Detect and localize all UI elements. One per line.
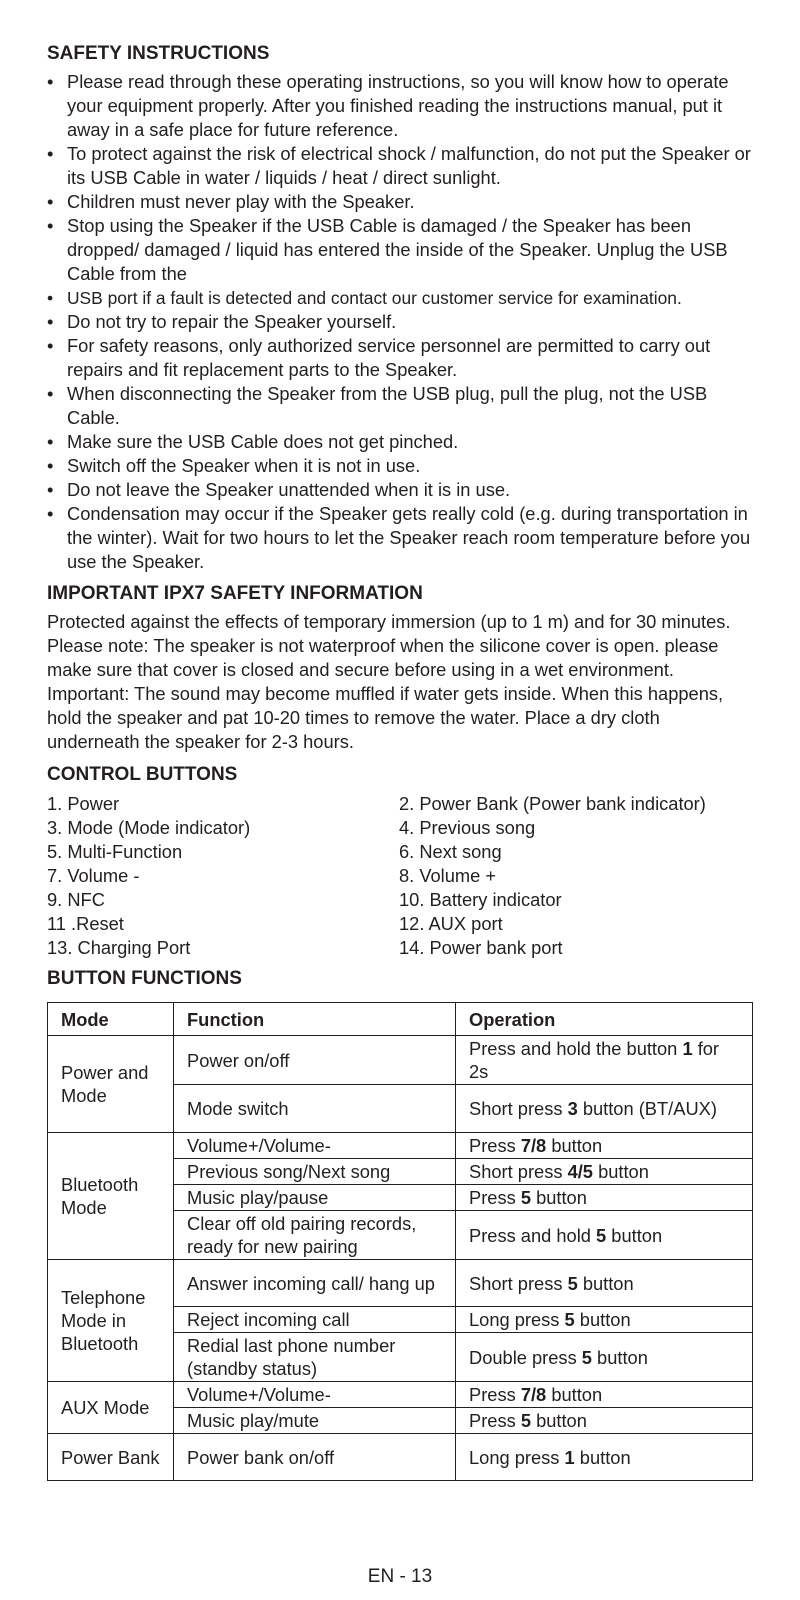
operation-text: button (574, 1309, 631, 1330)
list-item: • Switch off the Speaker when it is not in use. (47, 455, 421, 476)
control-item: 12. AUX port (399, 913, 503, 934)
operation-text: Double press (469, 1346, 582, 1368)
button-number: 3 (567, 1098, 578, 1119)
operation-cell (456, 1185, 753, 1211)
list-item: • Make sure the USB Cable does not get pinched. (47, 431, 459, 452)
operation-cell (456, 1159, 753, 1185)
column-header-operation: Operation (456, 1003, 753, 1036)
button-number: 5 (596, 1224, 607, 1246)
operation-cell (456, 1133, 753, 1159)
function-cell: Power on/off (174, 1036, 456, 1085)
table-row (48, 1382, 753, 1408)
list-item: • Condensation may occur if the Speaker gets really cold (e.g. during transportation in the winter). Wait for two hours to let the Speaker reach room temperature before you use the Speaker. (47, 503, 751, 572)
mode-cell: Telephone Mode in Bluetooth (48, 1260, 174, 1382)
function-cell: Reject incoming call (174, 1307, 456, 1333)
function-cell: Redial last phone number (standby status) (174, 1333, 456, 1382)
button-functions-table (47, 1002, 753, 1481)
table-row (48, 1133, 753, 1159)
operation-text: button (BT/AUX) (577, 1098, 717, 1119)
button-functions-heading: BUTTON FUNCTIONS (47, 968, 242, 989)
operation-text: Long press (469, 1309, 565, 1330)
operation-text: button (577, 1272, 634, 1294)
mode-cell: Power and Mode (48, 1036, 174, 1133)
operation-text: button (530, 1187, 587, 1208)
list-item: • USB port if a fault is detected and contact our customer service for examination. (47, 288, 682, 308)
operation-text: button (606, 1224, 663, 1246)
button-number: 5 (520, 1187, 531, 1208)
operation-cell (456, 1036, 753, 1085)
button-number: 5 (564, 1309, 575, 1330)
control-item: 7. Volume - (47, 865, 140, 886)
table-row (48, 1434, 753, 1481)
ipx7-safety-paragraph: Protected against the effects of temporary immersion (up to 1 m) and for 30 minutes. Please note: The speaker is not waterproof when the silicone cover is open. please make sure that cover is closed and secure before using in a wet environment. Important: The sound may become muffled if water gets inside. When this happens, hold the speaker and pat 10-20 times to remove the water. Place a dry cloth underneath the speaker for 2-3 hours. (47, 611, 731, 752)
control-item: 1. Power (47, 793, 120, 814)
manual-page (47, 40, 757, 1481)
operation-text: Press (469, 1135, 521, 1156)
button-number: 5 (581, 1346, 592, 1368)
mode-cell: Bluetooth Mode (48, 1133, 174, 1260)
control-item: 4. Previous song (399, 817, 536, 838)
table-body (48, 1036, 753, 1481)
list-item: • Children must never play with the Speaker. (47, 191, 415, 212)
button-number: 7/8 (520, 1384, 547, 1405)
mode-cell: Power Bank (48, 1434, 174, 1481)
page-number: EN - 13 (367, 1566, 433, 1587)
function-cell: Answer incoming call/ hang up (174, 1260, 456, 1307)
operation-cell (456, 1382, 753, 1408)
mode-cell: AUX Mode (48, 1382, 174, 1434)
operation-text: button (546, 1384, 603, 1405)
list-item: • For safety reasons, only authorized service personnel are permitted to carry out repairs and fit replacement parts to the Speaker. (47, 335, 711, 380)
column-header-function: Function (174, 1003, 456, 1036)
control-item: 3. Mode (Mode indicator) (47, 817, 251, 838)
operation-cell (456, 1085, 753, 1133)
operation-cell (456, 1333, 753, 1382)
operation-cell (456, 1408, 753, 1434)
button-number: 5 (520, 1410, 531, 1431)
operation-text: Press and hold (469, 1224, 597, 1246)
function-cell: Music play/pause (174, 1185, 456, 1211)
table-row (48, 1036, 753, 1085)
control-item: 11 .Reset (47, 913, 124, 934)
ipx7-safety-heading: IMPORTANT IPX7 SAFETY INFORMATION (47, 583, 423, 604)
control-item: 6. Next song (399, 841, 502, 862)
control-item: 13. Charging Port (47, 937, 191, 958)
operation-text: button (546, 1135, 603, 1156)
column-header-mode: Mode (48, 1003, 174, 1036)
function-cell: Volume+/Volume- (174, 1382, 456, 1408)
button-number: 1 (564, 1446, 575, 1468)
control-item: 5. Multi-Function (47, 841, 183, 862)
operation-text: button (591, 1346, 648, 1368)
operation-cell (456, 1211, 753, 1260)
table-header-row (48, 1003, 753, 1036)
operation-text: Short press (469, 1161, 568, 1182)
control-item: 2. Power Bank (Power bank indicator) (399, 793, 706, 814)
button-number: 5 (567, 1272, 578, 1294)
operation-cell (456, 1260, 753, 1307)
function-cell: Volume+/Volume- (174, 1133, 456, 1159)
operation-text: button (592, 1161, 649, 1182)
control-item: 8. Volume + (399, 865, 497, 886)
operation-cell (456, 1434, 753, 1481)
table-row (48, 1260, 753, 1307)
button-number: 7/8 (520, 1135, 547, 1156)
button-number: 1 (682, 1038, 693, 1059)
safety-instructions-heading: SAFETY INSTRUCTIONS (47, 43, 270, 64)
operation-text: Press (469, 1410, 521, 1431)
operation-text: Long press (469, 1446, 565, 1468)
function-cell: Power bank on/off (174, 1434, 456, 1481)
list-item: • Please read through these operating instructions, so you will know how to operate your equipment properly. After you finished reading the instructions manual, put it away in a safe place for future reference. (47, 71, 729, 140)
button-number: 4/5 (567, 1161, 593, 1182)
operation-text: Press (469, 1187, 521, 1208)
control-item: 14. Power bank port (399, 937, 563, 958)
safety-instructions-list (47, 70, 757, 574)
operation-text: button (530, 1410, 587, 1431)
control-buttons-heading: CONTROL BUTTONS (47, 764, 238, 785)
operation-text: Press (469, 1384, 521, 1405)
function-cell: Music play/mute (174, 1408, 456, 1434)
operation-cell (456, 1307, 753, 1333)
function-cell: Previous song/Next song (174, 1159, 456, 1185)
operation-text: button (574, 1446, 631, 1468)
list-item: • Do not try to repair the Speaker yourself. (47, 311, 397, 332)
control-buttons-list (47, 792, 757, 960)
list-item: • When disconnecting the Speaker from the USB plug, pull the plug, not the USB Cable. (47, 383, 708, 428)
operation-text: Short press (469, 1098, 568, 1119)
function-cell: Clear off old pairing records, ready for new pairing (174, 1211, 456, 1260)
list-item: • Stop using the Speaker if the USB Cable is damaged / the Speaker has been dropped/ damaged / liquid has entered the inside of the Speaker. Unplug the USB Cable from the (47, 215, 728, 284)
function-cell: Mode switch (174, 1085, 456, 1133)
operation-text: Short press (469, 1272, 568, 1294)
operation-text: for 2s (469, 1038, 720, 1082)
control-item: 10. Battery indicator (399, 889, 562, 910)
operation-text: Press and hold the button (469, 1038, 683, 1059)
list-item: • To protect against the risk of electrical shock / malfunction, do not put the Speaker or its USB Cable in water / liquids / heat / direct sunlight. (47, 143, 751, 188)
list-item: • Do not leave the Speaker unattended when it is in use. (47, 479, 511, 500)
control-item: 9. NFC (47, 889, 105, 910)
